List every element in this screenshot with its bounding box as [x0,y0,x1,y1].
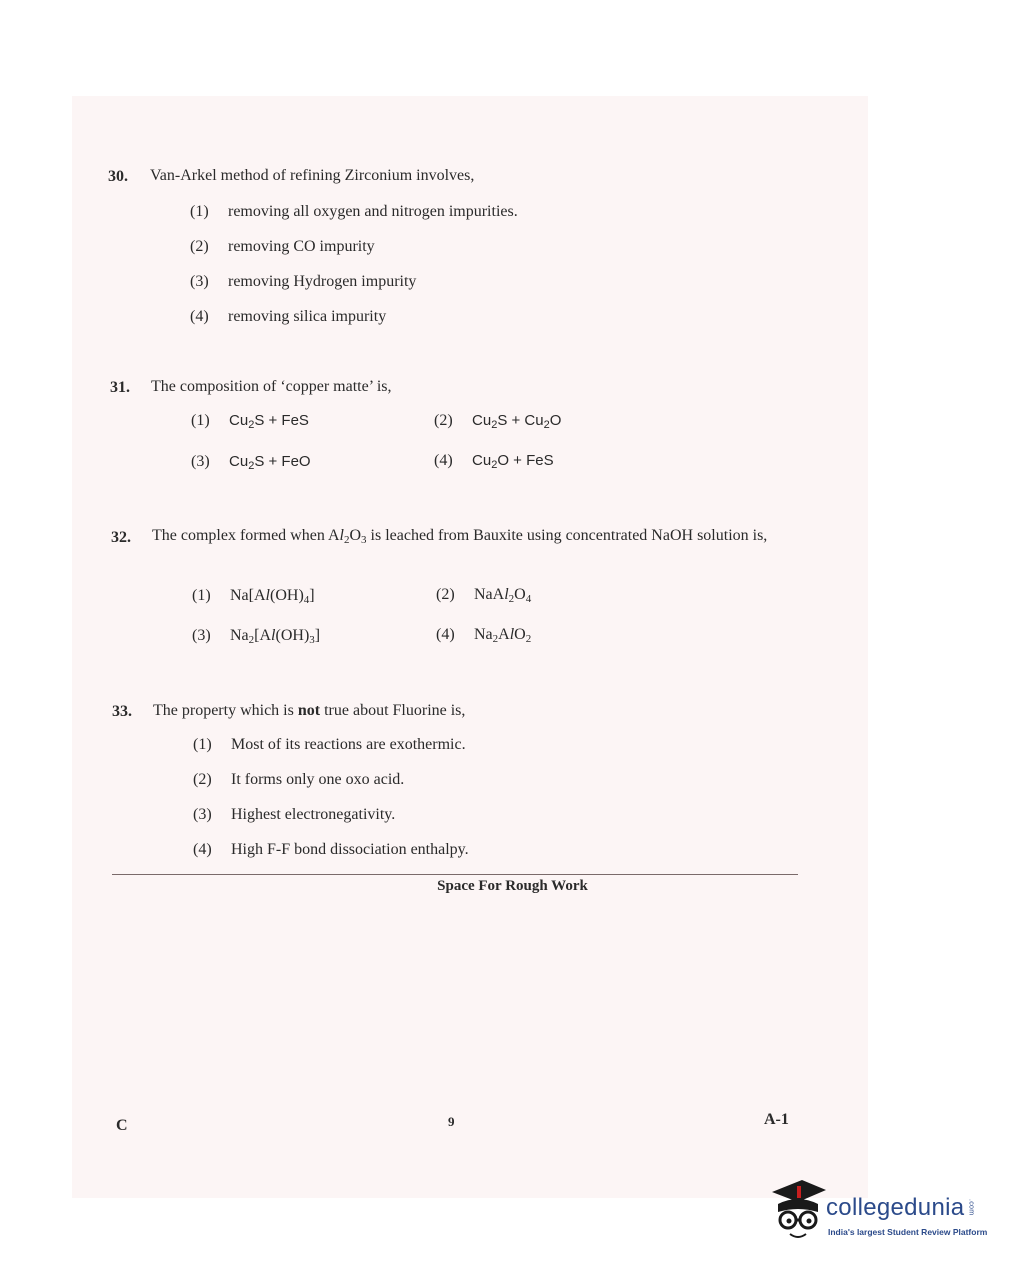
formula-na2alo2: $Na_2AlO_2$ [474,626,532,645]
question-text: The composition of ‘copper matte’ is, [151,378,392,395]
option [192,627,320,645]
option [436,626,531,644]
option-text: removing all oxygen and nitrogen impurities. [228,203,518,220]
collegedunia-logo [768,1176,998,1256]
question-text: The complex formed when $Al_2O_3$ is leached from Bauxite using concentrated NaOH solution is, [152,527,768,546]
option-number: (1) [191,412,210,429]
option [190,238,375,256]
option-text: It forms only one oxo acid. [231,771,405,788]
question-number: 30. [108,168,128,185]
option-number: (2) [434,412,453,429]
option [190,273,416,291]
option-text: removing CO impurity [228,238,375,255]
option-number: (2) [193,771,212,788]
brand-tagline: India's largest Student Review Platform [828,1227,988,1237]
option-number: (4) [193,841,212,858]
formula-cu2s-cu2o: $Cu_2S + Cu_2O$ [472,412,562,431]
option-text: High F-F bond dissociation enthalpy. [231,841,469,858]
option [191,453,311,471]
formula-cu2s-fes: $Cu_2S$ + FeS [229,412,309,431]
footer-code: C [116,1117,128,1134]
question-number: 32. [111,529,131,546]
option [191,412,309,430]
option [436,586,531,604]
formula-na2-al-oh3: $Na_2[Al(OH)_3]$ [230,627,321,646]
option-number: (3) [193,806,212,823]
option-number: (1) [192,587,211,604]
page-number: 9 [448,1114,455,1129]
option [434,412,561,430]
formula-na-al-oh4: $Na[Al(OH)_4]$ [230,587,315,606]
mascot-icon [768,1176,828,1246]
option [193,841,469,859]
option-text: Highest electronegativity. [231,806,396,823]
option-number: (3) [190,273,209,290]
formula-naal2o4: $NaAl_2O_4$ [474,586,532,605]
option [190,308,386,326]
option-text: removing silica impurity [228,308,387,325]
option [434,452,554,470]
question-number: 33. [112,703,132,720]
option-text: Most of its reactions are exothermic. [231,736,466,753]
option-number: (4) [190,308,209,325]
option-number: (3) [192,627,211,644]
question-number: 31. [110,379,130,396]
option [192,587,315,605]
option-number: (2) [190,238,209,255]
question-text: The property which is not true about Fluorine is, [153,702,466,719]
option [193,771,404,789]
option [190,203,518,221]
option [193,736,466,754]
formula-cu2o-fes: $Cu_2O$ + FeS [472,452,554,471]
option-number: (1) [190,203,209,220]
brand-name: collegedunia .com [826,1194,975,1221]
option-number: (4) [434,452,453,469]
exam-page-sheet [72,96,868,1198]
rough-work-label: Space For Rough Work [437,878,588,894]
option-number: (4) [436,626,455,643]
booklet-code: A-1 [764,1111,789,1128]
option-number: (1) [193,736,212,753]
formula-cu2s-feo: $Cu_2S$ + FeO [229,453,311,472]
option-number: (3) [191,453,210,470]
question-text: Van-Arkel method of refining Zirconium involves, [150,167,475,184]
option-text: removing Hydrogen impurity [228,273,417,290]
rough-work-divider [112,874,798,875]
option-number: (2) [436,586,455,603]
option [193,806,395,824]
